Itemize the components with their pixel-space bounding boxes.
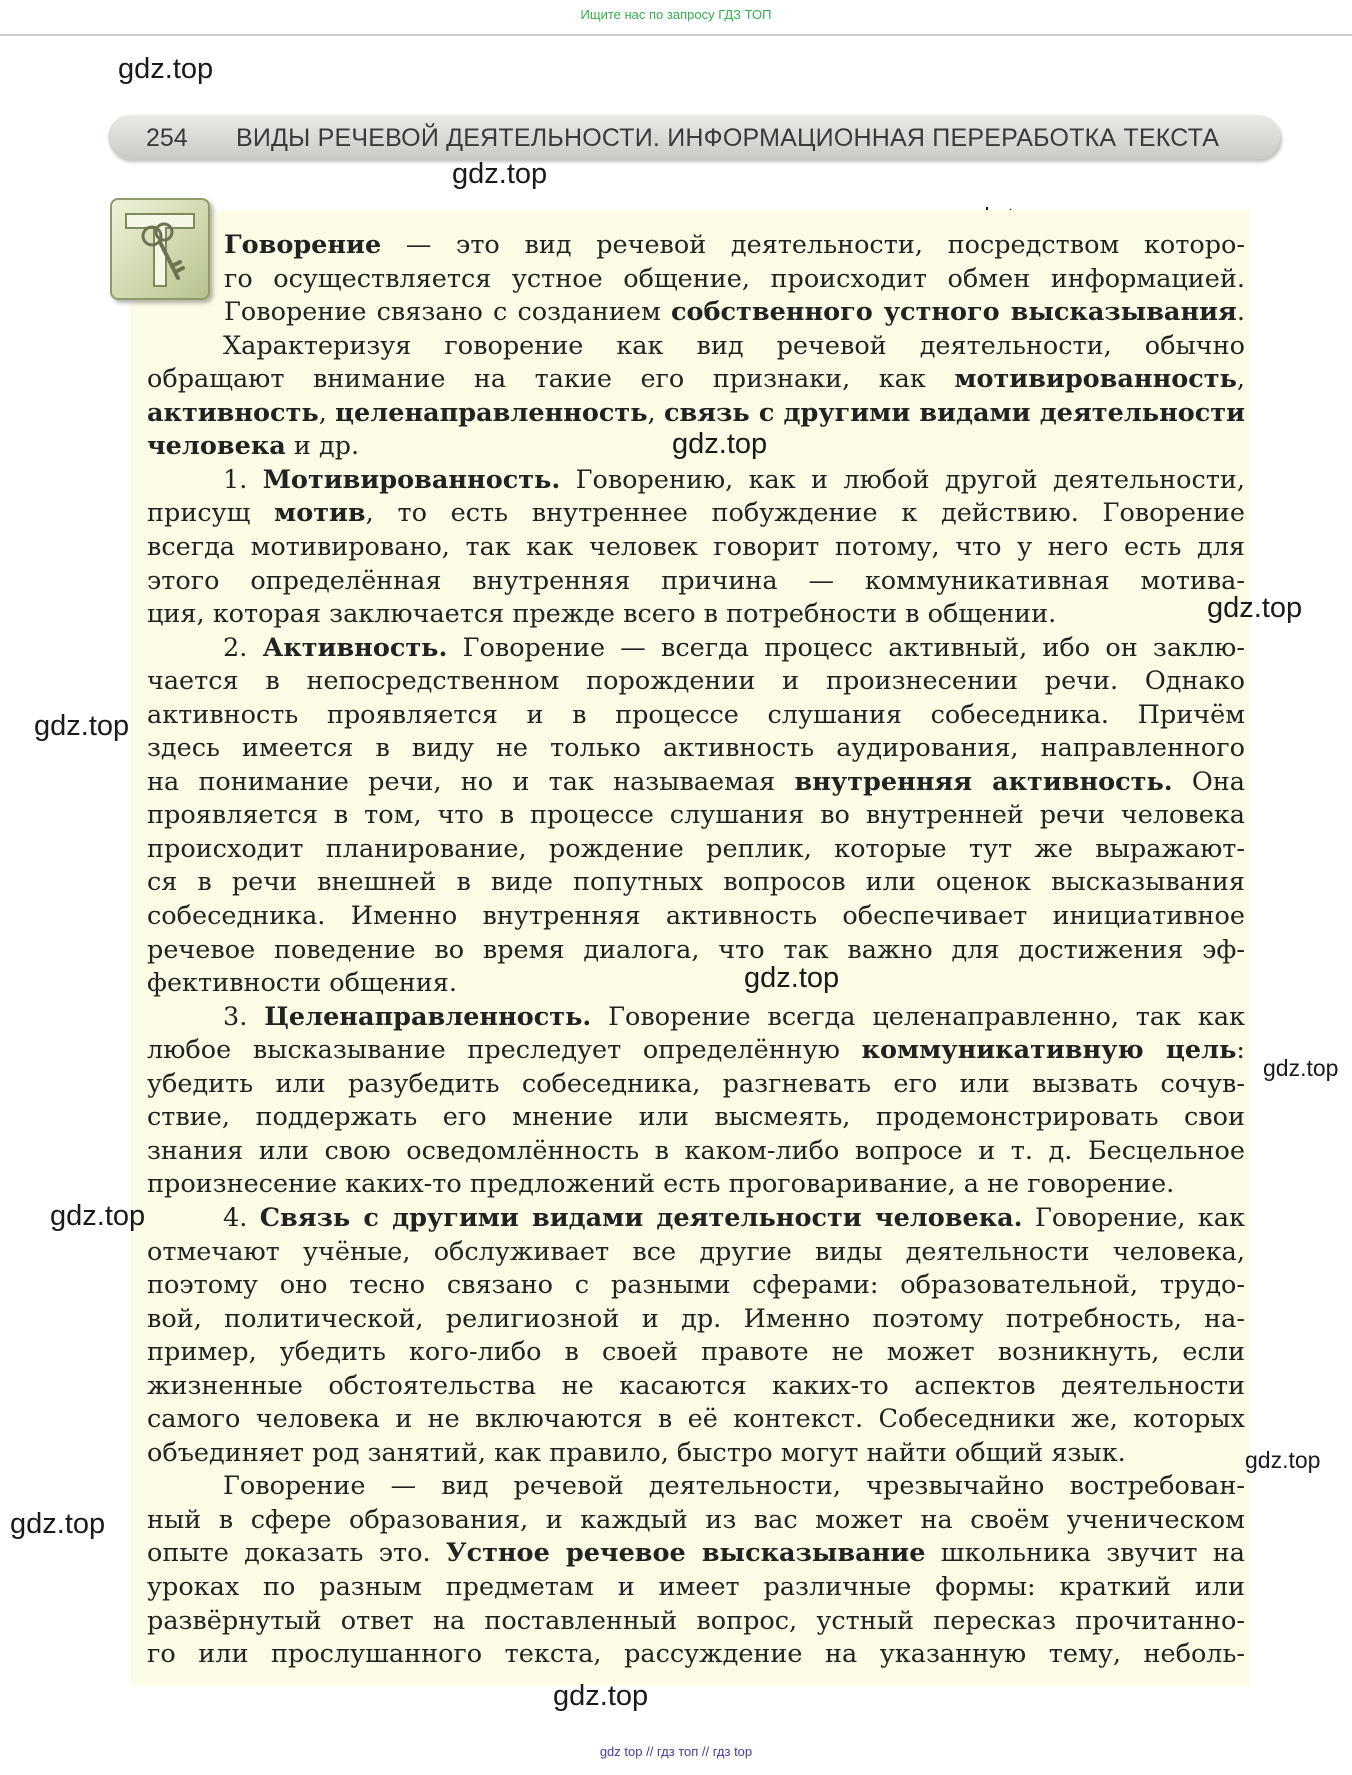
text-line: [147, 765, 1245, 799]
footer-links[interactable]: gdz top // гдз топ // гдз top: [599, 1744, 753, 1759]
bold-term: Мотивированность.: [262, 464, 561, 495]
text-span: речевое поведение во время диалога, что так важно для достижения эф-: [147, 934, 1245, 965]
text-line: [147, 631, 1245, 665]
text-line: [147, 731, 1245, 765]
text-line: [147, 1335, 1245, 1369]
text-span: собеседника. Именно внутренняя активность обеспечивает инициативное: [147, 901, 1245, 931]
text-line: [147, 966, 1245, 1000]
text-span: Говорение — всегда процесс активный, ибо он заклю-: [447, 632, 1245, 663]
text-line: [147, 1369, 1245, 1403]
text-span: активность проявляется и в процессе слушания собеседника. Причём: [147, 699, 1245, 730]
bold-term: коммуникативную цель: [861, 1035, 1237, 1066]
text-span: отмечают учёные, обслуживает все другие виды деятельности человека,: [147, 1236, 1245, 1267]
text-span: этого определённая внутренняя причина — коммуникативная мотива-: [147, 565, 1245, 596]
watermark: gdz.top: [118, 53, 214, 85]
text-span: Характеризуя говорение как вид речевой деятельности, обычно: [223, 330, 1245, 361]
watermark: gdz.top: [1207, 592, 1303, 624]
text-span: ся в речи внешней в виде попутных вопросов или оценок высказывания: [147, 867, 1245, 898]
bold-term: Целенаправленность.: [264, 1001, 592, 1032]
page-number: 254: [146, 124, 188, 152]
bold-term: собственного устного высказывания: [670, 297, 1237, 328]
text-line: [147, 1436, 1245, 1470]
text-span: знания или свою осведомлённость в каком-либо вопросе и т. д. Бесцельное: [147, 1135, 1245, 1166]
text-span: самого человека и не включаются в её контекст. Собеседники же, которых: [147, 1404, 1245, 1435]
text-span: и др.: [285, 431, 360, 462]
text-span: Говорению, как и любой другой деятельности,: [560, 464, 1245, 495]
watermark: gdz.top: [1263, 1055, 1339, 1081]
watermark: gdz.top: [34, 710, 130, 742]
text-span: чается в непосредственном порождении и произнесении речи. Однако: [147, 666, 1245, 697]
text-span: :: [1236, 1035, 1245, 1066]
text-line: [147, 1134, 1245, 1168]
text-span: ,: [1236, 364, 1245, 395]
key-theory-icon: [110, 198, 210, 300]
bold-term: Активность.: [262, 632, 448, 663]
bold-term: Связь с другими видами деятельности человека.: [259, 1202, 1023, 1233]
text-span: .: [1236, 297, 1245, 328]
text-span: ствие, поддержать его мнение или высмеять, продемонстрировать свои: [147, 1102, 1245, 1133]
text-span: го или прослушанного текста, рассуждение на указанную тему, неболь-: [147, 1639, 1245, 1670]
text-span: произнесение каких-то предложений есть проговаривание, а не говорение.: [147, 1169, 1175, 1200]
text-span: Говорение — вид речевой деятельности, чрезвычайно востребован-: [223, 1471, 1245, 1502]
text-span: фективности общения.: [147, 968, 457, 999]
text-line: [147, 1402, 1245, 1436]
text-line: [147, 496, 1245, 530]
text-line: [147, 1201, 1245, 1235]
text-line: [147, 362, 1245, 396]
text-span: на понимание речи, но и так называемая: [147, 766, 795, 797]
text-span: присущ: [147, 498, 275, 529]
text-span: 4.: [223, 1202, 260, 1233]
text-line: [147, 798, 1245, 832]
text-line: [147, 564, 1245, 598]
text-span: обращают внимание на такие его признаки, как: [147, 364, 955, 395]
text-span: ,: [647, 397, 665, 428]
text-line: [147, 1000, 1245, 1034]
text-span: здесь имеется в виду не только активность аудирования, направленного: [147, 733, 1245, 764]
bold-term: внутренняя активность.: [794, 766, 1173, 797]
text-line: [224, 228, 1245, 262]
text-span: пример, убедить кого-либо в своей правоте не может возникнуть, если: [147, 1337, 1245, 1368]
text-span: ный в сфере образования, и каждый из вас может на своём ученическом: [147, 1504, 1245, 1535]
text-span: объединяет род занятий, как правило, быстро могут найти общий язык.: [147, 1437, 1126, 1468]
text-line: [147, 1469, 1245, 1503]
text-span: 3.: [223, 1001, 265, 1032]
text-span: Она: [1172, 766, 1246, 797]
text-line: [147, 1167, 1245, 1201]
text-line: [147, 1033, 1245, 1067]
text-span: убедить или разубедить собеседника, разгневать его или вызвать сочув-: [147, 1068, 1245, 1099]
text-line: [147, 463, 1245, 497]
text-line: [147, 1235, 1245, 1269]
text-line: [147, 899, 1245, 933]
watermark: gdz.top: [50, 1200, 146, 1232]
text-line: [147, 832, 1245, 866]
bold-term: целенаправленность: [335, 397, 648, 428]
text-span: происходит планирование, рождение реплик, которые тут же выражают-: [147, 833, 1245, 864]
watermark: gdz.top: [672, 428, 768, 460]
text-span: поэтому оно тесно связано с разными сферами: образовательной, трудо-: [147, 1270, 1245, 1301]
text-line: [147, 664, 1245, 698]
text-line: [147, 597, 1245, 631]
text-span: развёрнутый ответ на поставленный вопрос, устный пересказ прочитанно-: [147, 1605, 1245, 1636]
text-line: [147, 1503, 1245, 1537]
text-line: [147, 698, 1245, 732]
bold-term: связь с другими видами деятельности: [664, 397, 1246, 428]
bold-term: Говорение: [224, 230, 382, 260]
text-span: 1.: [223, 464, 263, 495]
top-banner: Ищите нас по запросу ГДЗ ТОП: [0, 0, 1352, 36]
text-line: [147, 865, 1245, 899]
watermark: gdz.top: [452, 158, 548, 190]
chapter-title: ВИДЫ РЕЧЕВОЙ ДЕЯТЕЛЬНОСТИ. ИНФОРМАЦИОННАЯ ПЕРЕРАБОТКА ТЕКСТА: [236, 124, 1220, 152]
text-line: [147, 1536, 1245, 1570]
text-span: Говорение связано с созданием: [224, 297, 671, 328]
watermark: gdz.top: [744, 962, 840, 994]
text-span: жизненные обстоятельства не касаются каких-то аспектов деятельности: [147, 1370, 1245, 1401]
text-line: [147, 1100, 1245, 1134]
text-span: ,: [318, 397, 336, 428]
text-span: Говорение, как: [1022, 1202, 1246, 1233]
running-header: [108, 115, 1280, 159]
text-span: ция, которая заключается прежде всего в потребности в общении.: [147, 599, 1057, 630]
watermark: gdz.top: [10, 1508, 106, 1540]
text-line: [147, 530, 1245, 564]
text-span: всегда мотивировано, так как человек говорит потому, что у него есть для: [147, 531, 1245, 562]
bold-term: активность: [147, 397, 319, 428]
text-line: [147, 933, 1245, 967]
text-line: [147, 1302, 1245, 1336]
text-span: проявляется в том, что в процессе слушания во внутренней речи человека: [147, 800, 1245, 831]
text-span: школьника звучит на: [925, 1538, 1245, 1569]
text-line: [147, 1067, 1245, 1101]
text-span: Говорение всегда целенаправленно, так как: [591, 1001, 1246, 1032]
text-line: [147, 329, 1245, 363]
watermark: gdz.top: [1245, 1447, 1321, 1473]
text-span: уроках по разным предметам и имеет различные формы: краткий или: [147, 1572, 1245, 1602]
text-line: [224, 295, 1245, 329]
bold-term: мотивированность: [954, 364, 1237, 395]
bold-term: мотив: [274, 498, 366, 529]
text-line: [147, 396, 1245, 430]
text-span: опыте доказать это.: [147, 1538, 446, 1569]
text-span: 2.: [223, 632, 263, 663]
text-span: любое высказывание преследует определённую: [147, 1035, 862, 1066]
text-line: [147, 1268, 1245, 1302]
text-line: [147, 1570, 1245, 1604]
text-span: — это вид речевой деятельности, посредством которо-: [381, 230, 1245, 260]
text-line: [147, 1637, 1245, 1671]
bold-term: человека: [147, 431, 286, 462]
text-line: [224, 262, 1245, 296]
bold-term: Устное речевое высказывание: [445, 1538, 926, 1569]
text-span: го осуществляется устное общение, происходит обмен информацией.: [224, 263, 1245, 294]
text-span: вой, политической, религиозной и др. Именно поэтому потребность, на-: [147, 1303, 1245, 1334]
text-line: [147, 1604, 1245, 1638]
watermark: gdz.top: [553, 1680, 649, 1712]
text-span: , то есть внутреннее побуждение к действию. Говорение: [365, 498, 1245, 529]
